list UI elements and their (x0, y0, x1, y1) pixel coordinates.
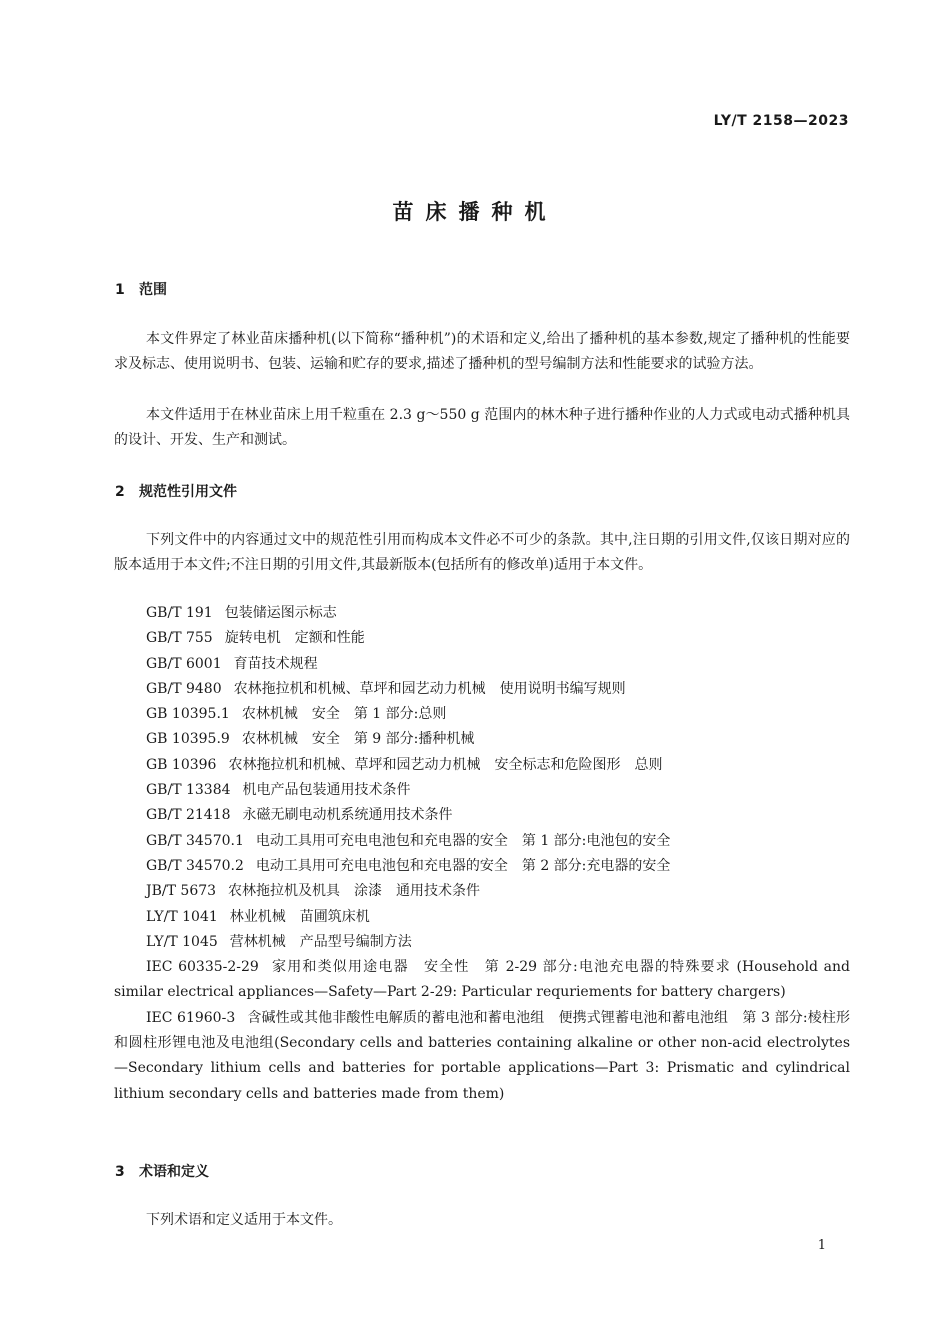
reference-item (114, 930, 850, 955)
section-title: 范围 (139, 282, 167, 298)
standard-code: LY/T 2158—2023 (713, 113, 849, 129)
reference-code: GB 10395.9 (146, 731, 230, 748)
reference-item (114, 626, 850, 651)
reference-code: JB/T 5673 (146, 883, 217, 900)
reference-title: 农林机械 安全 第 1 部分:总则 (241, 706, 447, 723)
reference-code: IEC 61960-3 (146, 1009, 236, 1026)
paragraph: 本文件适用于在林业苗床上用千粒重在 2.3 g～550 g 范围内的林木种子进行播种作业的人力式或电动式播种机具的设计、开发、生产和测试。 (114, 407, 850, 449)
reference-code: GB/T 6001 (146, 655, 222, 672)
reference-item (114, 727, 850, 752)
section-title: 术语和定义 (139, 1164, 209, 1180)
reference-title: 农林拖拉机和机械、草坪和园艺动力机械 使用说明书编写规则 (233, 680, 626, 697)
reference-item (114, 803, 850, 828)
reference-item (114, 829, 850, 854)
reference-code: GB 10395.1 (146, 706, 230, 723)
reference-title: 农林拖拉机及机具 涂漆 通用技术条件 (228, 883, 481, 900)
reference-code: GB/T 21418 (146, 807, 231, 824)
reference-title: 机电产品包装通用技术条件 (242, 782, 411, 799)
paragraph: 下列术语和定义适用于本文件。 (146, 1212, 342, 1228)
reference-code: LY/T 1041 (146, 908, 218, 925)
reference-item (114, 677, 850, 702)
reference-title: 营林机械 产品型号编制方法 (229, 933, 412, 950)
paragraph: 下列文件中的内容通过文中的规范性引用而构成本文件必不可少的条款。其中,注日期的引用文件,仅该日期对应的版本适用于本文件;不注日期的引用文件,其最新版本(包括所有的修改单)适用于本文件。 (114, 532, 850, 574)
reference-title: 电动工具用可充电电池包和充电器的安全 第 2 部分:充电器的安全 (255, 857, 671, 874)
section-number: 3 (115, 1164, 125, 1180)
reference-code: GB/T 9480 (146, 680, 222, 697)
page-number: 1 (817, 1238, 826, 1253)
reference-code: GB 10396 (146, 756, 217, 773)
reference-code: LY/T 1045 (146, 933, 218, 950)
reference-title: 电动工具用可充电电池包和充电器的安全 第 1 部分:电池包的安全 (255, 832, 671, 849)
section-title: 规范性引用文件 (139, 484, 237, 500)
reference-item (114, 1006, 850, 1107)
reference-item (114, 955, 850, 1006)
reference-code: GB/T 755 (146, 630, 213, 647)
reference-code: GB/T 34570.2 (146, 857, 244, 874)
reference-item (114, 905, 850, 930)
reference-item (114, 753, 850, 778)
reference-code: GB/T 13384 (146, 782, 231, 799)
section-heading-terms-and-definitions (115, 1161, 209, 1181)
reference-code: IEC 60335-2-29 (146, 959, 259, 976)
reference-item (114, 778, 850, 803)
section-number: 2 (115, 484, 125, 500)
reference-list (114, 601, 850, 1107)
reference-title: 包装储运图示标志 (224, 605, 337, 621)
reference-title: 家用和类似用途电器 安全性 第 2-29 部分:电池充电器的特殊要求 (Household and similar electrical appliances—Safety—Part 2-29: Particular requriements for battery chargers) (114, 959, 850, 1001)
section-number: 1 (115, 282, 125, 298)
section-heading-scope (115, 279, 167, 299)
reference-title: 农林机械 安全 第 9 部分:播种机械 (241, 731, 475, 748)
reference-title: 旋转电机 定额和性能 (224, 630, 365, 647)
reference-title: 永磁无刷电动机系统通用技术条件 (242, 807, 453, 824)
reference-item (114, 601, 850, 626)
reference-item (114, 879, 850, 904)
reference-code: GB/T 34570.1 (146, 832, 244, 849)
reference-item (114, 702, 850, 727)
reference-code: GB/T 191 (146, 605, 213, 621)
section-heading-normative-references (115, 481, 237, 501)
reference-title: 含碱性或其他非酸性电解质的蓄电池和蓄电池组 便携式锂蓄电池和蓄电池组 第 3 部分:棱柱形和圆柱形锂电池及电池组(Secondary cells and batteries containing alkaline or other non-acid electrolytes—Secondary lithium cells and batteries for portable applications—Part 3: Prismatic and cylindrical lithium secondary cells and batteries made from them) (114, 1009, 850, 1102)
document-title: 苗床播种机 (392, 200, 558, 224)
reference-item (114, 652, 850, 677)
paragraph: 本文件界定了林业苗床播种机(以下简称“播种机”)的术语和定义,给出了播种机的基本参数,规定了播种机的性能要求及标志、使用说明书、包装、运输和贮存的要求,描述了播种机的型号编制方法和性能要求的试验方法。 (114, 331, 850, 373)
reference-title: 林业机械 苗圃筑床机 (229, 908, 370, 925)
reference-item (114, 854, 850, 879)
reference-title: 农林拖拉机和机械、草坪和园艺动力机械 安全标志和危险图形 总则 (228, 756, 663, 773)
reference-title: 育苗技术规程 (233, 655, 318, 672)
